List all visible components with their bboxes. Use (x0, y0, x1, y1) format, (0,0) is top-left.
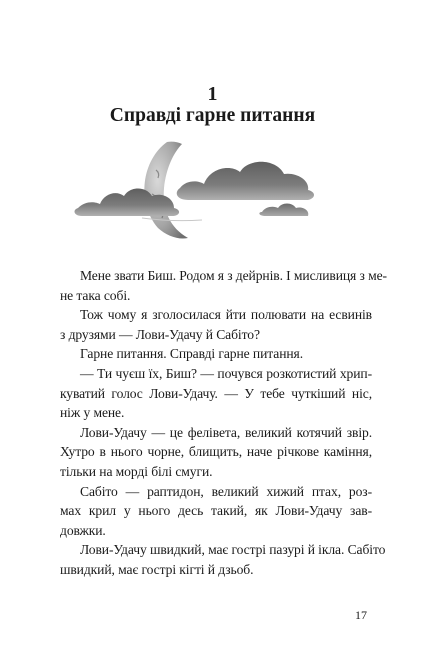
paragraph-4 (60, 364, 372, 423)
text-line: Гарне питання. Справді гарне питання. (80, 346, 303, 362)
paragraph-2 (60, 305, 372, 344)
paragraph-5 (60, 423, 372, 482)
text-line: Лови-Удачу швидкий, має гострі пазурі й ікла. Сабіто (80, 542, 386, 558)
text-line: — Ти чуєш їх, Биш? — почувся розкотистий хрип- (80, 365, 372, 381)
text-line: ніж у мене. (60, 405, 125, 421)
text-line: швидкий, має гострі кігті й дзьоб. (60, 561, 254, 577)
text-line: Хутро в нього чорне, блищить, наче річкове каміння, (60, 444, 372, 460)
text-line: куватий голос Лови-Удачу. — У тебе чуткіший ніс, (60, 385, 372, 401)
page-number: 17 (355, 608, 367, 622)
text-line: не така собі. (60, 287, 131, 303)
text-line: тільки на морді білі смуги. (60, 463, 213, 479)
cloud-right (177, 162, 314, 200)
text-line: Сабіто — раптидон, великий хижий птах, роз- (80, 483, 372, 499)
cloud-small (259, 204, 308, 217)
chapter-title: Справді гарне питання (109, 105, 316, 126)
text-line: Тож чому я зголосилася йти полювати на есвинів (80, 307, 372, 323)
text-line: Мене звати Биш. Родом я з дейрнів. І мисливиця з ме- (80, 268, 387, 283)
paragraph-3 (60, 344, 372, 364)
text-line: Лови-Удачу — це фелівета, великий котячий звір. (80, 424, 372, 440)
body-text (60, 266, 387, 580)
paragraph-7 (60, 540, 386, 579)
text-line: з друзями — Лови-Удачу й Сабіто? (60, 326, 260, 342)
chapter-number: 1 (207, 83, 218, 105)
paragraph-6 (60, 482, 372, 541)
text-line: довжки. (60, 522, 106, 538)
moon-and-clouds-icon (70, 130, 360, 240)
text-line: мах крил у нього десь такий, як Лови-Удачу зав- (60, 503, 372, 519)
paragraph-1 (60, 266, 387, 305)
